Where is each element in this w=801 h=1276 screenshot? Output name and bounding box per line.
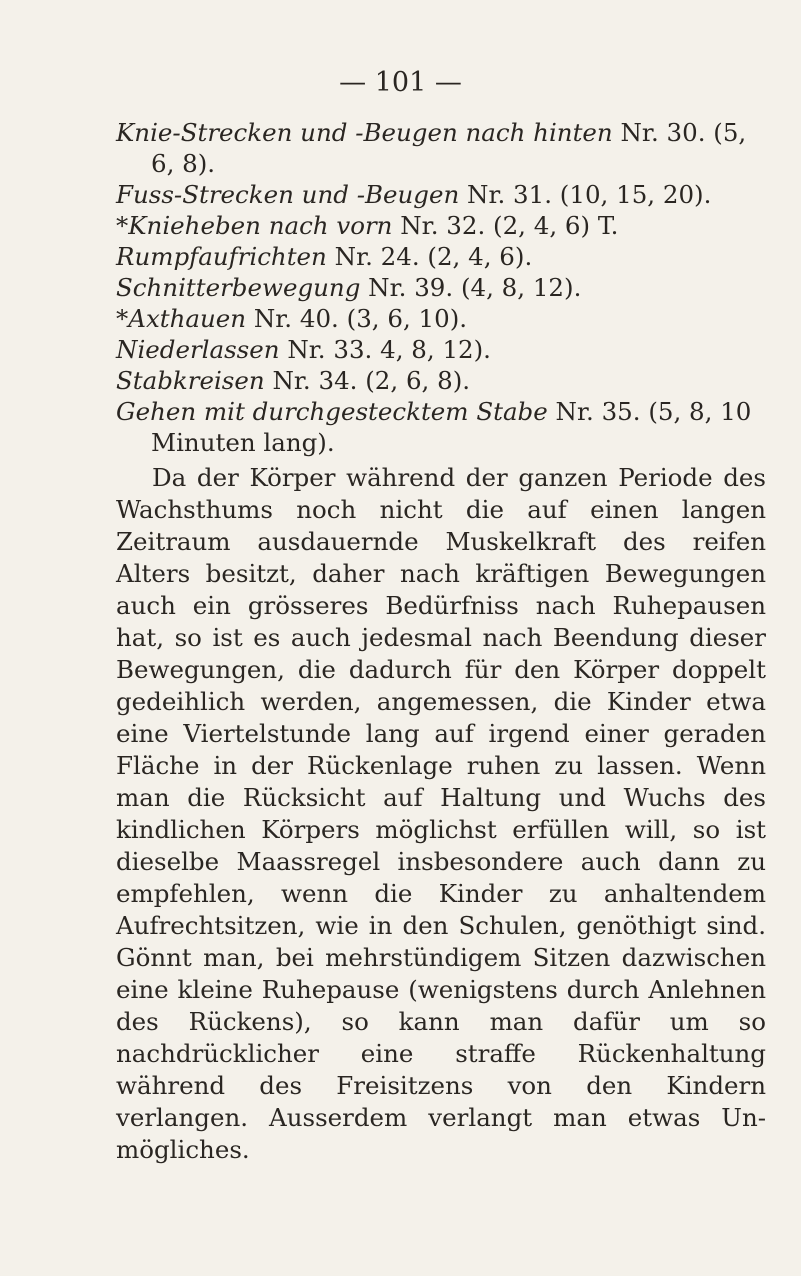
- exercise-detail: Nr. 34. (2, 6, 8).: [264, 366, 471, 395]
- exercise-entry: [116, 334, 766, 365]
- exercise-detail: Nr. 31. (10, 15, 20).: [459, 180, 712, 209]
- exercise-name: Stabkreisen: [116, 366, 265, 395]
- exercise-name: *Knieheben nach vorn: [116, 211, 393, 240]
- exercise-entry: [116, 179, 766, 210]
- exercise-detail: Nr. 39. (4, 8, 12).: [360, 273, 582, 302]
- page-number: — 101 —: [339, 67, 462, 98]
- exercise-name: Gehen mit durchgestecktem Stabe: [116, 397, 548, 426]
- exercise-name: Rumpfaufrichten: [116, 242, 327, 271]
- exercise-entry: [116, 117, 766, 179]
- exercise-entry: [116, 241, 766, 272]
- exercise-entry: [116, 365, 766, 396]
- exercise-entry: [116, 210, 766, 241]
- exercise-list: [116, 117, 766, 458]
- exercise-detail: Nr. 30. (5, 6, 8).: [151, 118, 747, 178]
- exercise-detail: Nr. 33. 4, 8, 12).: [279, 335, 491, 364]
- exercise-entry: [116, 396, 766, 458]
- body-paragraph: Da der Körper während der ganzen Periode des Wachsthums noch nicht die auf einen langen Zeitraum ausdauernde Muskelkraft des reifen Alters besitzt, daher nach kräftigen Bewegungen auch ein grösseres Bedürfniss nach Ruhepausen hat, so ist es auch jedesmal nach Beendung dieser Bewegungen, die dadurch für den Körper doppelt gedeihlich werden, angemessen, die Kinder etwa eine Viertelstunde lang auf irgend einer geraden Fläche in der Rückenlage ruhen zu lassen. Wenn man die Rücksicht auf Haltung und Wuchs des kindlichen Körpers möglichst erfüllen will, so ist dieselbe Maassregel insbesondere auch dann zu empfehlen, wenn die Kinder zu anhaltendem Aufrechtsitzen, wie in den Schulen, genöthigt sind. Gönnt man, bei mehrstündigem Sitzen dazwischen eine kleine Ruhepause (wenigstens durch Anlehnen des Rückens), so kann man dafür um so nachdrücklicher eine straffe Rückenhaltung während des Freisitzens von den Kindern verlangen. Ausserdem verlangt man etwas Unmögliches.: [116, 462, 766, 1164]
- exercise-entry: [116, 303, 766, 334]
- exercise-name: *Axthauen: [116, 304, 247, 333]
- exercise-detail: Nr. 32. (2, 4, 6) T.: [392, 211, 619, 240]
- exercise-entry: [116, 272, 766, 303]
- exercise-name: Knie-Strecken und -Beugen nach hinten: [116, 118, 613, 147]
- exercise-name: Niederlassen: [116, 335, 280, 364]
- exercise-name: Schnitterbewegung: [116, 273, 361, 302]
- exercise-detail: Nr. 40. (3, 6, 10).: [246, 304, 468, 333]
- exercise-name: Fuss-Strecken und -Beugen: [116, 180, 460, 209]
- exercise-detail: Nr. 35. (5, 8, 10 Minuten lang).: [151, 397, 752, 457]
- exercise-detail: Nr. 24. (2, 4, 6).: [326, 242, 533, 271]
